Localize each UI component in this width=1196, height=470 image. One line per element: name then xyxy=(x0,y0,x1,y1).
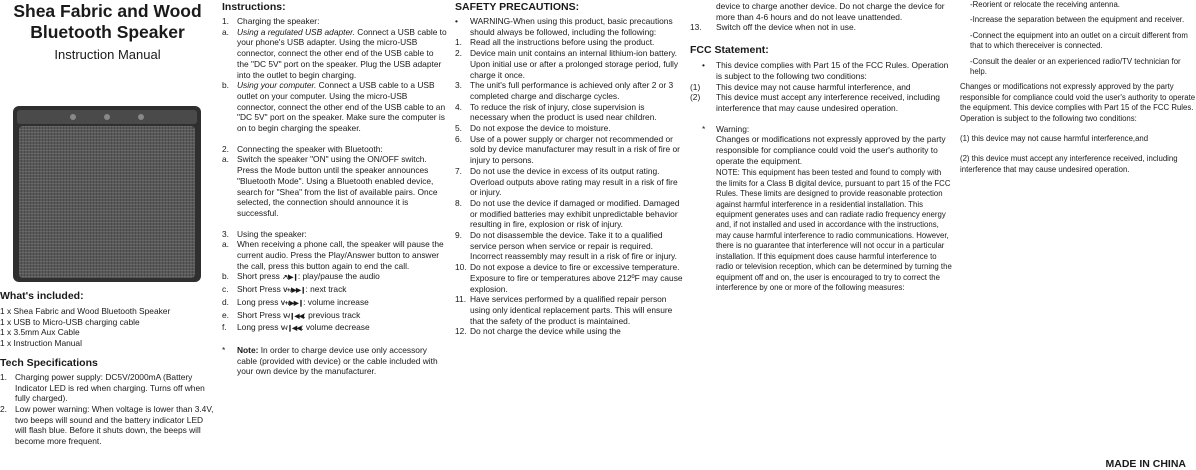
instructions-heading: Instructions: xyxy=(222,1,286,13)
column-fcc xyxy=(690,0,952,293)
bluetooth-step: a. Switch the speaker "ON" using the ON/OFF switch. Press the Mode button until the speaker announces "Bluetooth Mode". Using a Bluetooth enabled device, search for "Shea" from the list of available pairs. Once selected, the connection should announce it is successful. xyxy=(222,154,438,218)
using-call: a. When receiving a phone call, the speaker will pause the current audio. Press the Play/Answer button to answer the call, press this button again to end the call. xyxy=(222,239,444,271)
column-instructions xyxy=(222,0,447,377)
safety-item: 3. The unit's full performance is achieved only after 2 or 3 completed charge and discharge cycles. xyxy=(455,80,674,101)
speaker-image xyxy=(13,106,201,282)
product-title-line2: Bluetooth Speaker xyxy=(30,22,185,42)
included-heading: What's included: xyxy=(0,290,84,302)
measure-item: -Connect the equipment into an outlet on a circuit different from that to which thereceiver is connected. xyxy=(970,30,1188,51)
measure-item: -Consult the dealer or an experienced radio/TV technician for help. xyxy=(970,56,1181,77)
tech-item: 1. Charging power supply: DC5V/2000mA (Battery Indicator LED is red when charging. Turns off when fully charged). xyxy=(0,371,205,404)
charging-adapter: a. Using a regulated USB adapter. Connect a USB cable to your phone's USB adapter. Using the micro-USB connector, connect the other end of the USB cable to the "DC 5V" port on the speaker. Plug the USB adapter into the outlet to begin charging. xyxy=(222,26,447,80)
safety-item: 8. Do not use the device if damaged or modified. Damaged or modified batteries may exhibit unpredictable behavior resulting in fire, explosion or risk of injury. xyxy=(455,197,680,230)
safety-item: 10. Do not expose a device to fire or excessive temperature. Exposure to fire or temperatures above 212ºF may cause explosion. xyxy=(455,262,683,294)
section-charging: 1. Charging the speaker: xyxy=(222,16,320,26)
tech-heading: Tech Specifications xyxy=(0,356,98,369)
safety-item: 12. Do not charge the device while using the xyxy=(455,326,621,337)
manual-subtitle: Instruction Manual xyxy=(54,47,161,62)
speaker-illustration xyxy=(13,106,201,282)
control-item: d. Long press V+/▶▶❙: volume increase xyxy=(222,297,447,310)
control-item: b. Short press ↗/▶❙: play/pause the audio xyxy=(222,271,447,284)
fcc-heading: FCC Statement: xyxy=(690,44,769,57)
safety-item: 7. Do not use the device in excess of its output rating. Overload outputs above rating may result in a risk of fire or injury. xyxy=(455,165,678,198)
safety-heading: SAFETY PRECAUTIONS: xyxy=(455,1,580,13)
column-safety xyxy=(455,0,683,337)
control-item: e. Short Press V-/❙◀◀: previous track xyxy=(222,310,447,323)
fcc-intro: • This device complies with Part 15 of the FCC Rules. Operation is subject to the following two conditions: xyxy=(702,60,949,81)
measure-item: -Increase the separation between the equipment and receiver. xyxy=(970,15,1185,25)
fcc-warning: * Warning: Changes or modifications not expressly approved by the party responsible for compliance could void the user's authority to operate the equipment. xyxy=(702,123,946,166)
fcc-condition: (2) this device must accept any interference received, including interference that may cause undesired operation. xyxy=(960,154,1178,174)
safety-item: 11. Have services performed by a qualified repair person using only identical replacement parts. This will ensure that the safety of the product is maintained. xyxy=(455,294,673,326)
control-item: c. Short Press V+/▶▶❙: next track xyxy=(222,284,447,297)
safety-item: 5. Do not expose the device to moisture. xyxy=(455,123,611,134)
included-item: 1 x USB to Micro-USB charging cable xyxy=(0,316,140,327)
included-item: 1 x Shea Fabric and Wood Bluetooth Speaker xyxy=(0,306,171,316)
volume-down-icon: V-/❙◀◀ xyxy=(280,325,302,333)
tech-item: 2. Low power warning: When voltage is lower than 3.4V, two beeps will sound and the battery indicator LED will flash blue. Before it shuts down, the beeps will become more frequent. xyxy=(0,403,214,447)
made-in-label: MADE IN CHINA xyxy=(1105,458,1186,470)
volume-up-icon: V+/▶▶❙ xyxy=(280,299,304,307)
measure-item: -Reorient or relocate the receiving antenna. xyxy=(970,0,1120,9)
safety-item: 13. Switch off the device when not in use. xyxy=(690,22,856,33)
safety-item: 6. Use of a power supply or charger not recommended or sold by device manufacturer may result in a risk of fire or injury to persons. xyxy=(455,133,680,166)
fcc-changes-notice: Changes or modifications not expressly approved by the party responsible for compliance could void the user's authority to operate the equipment. This device complies with Part 15 of the FCC Rules. Operation is subject to the following two conditions: xyxy=(960,82,1196,123)
play-pause-icon: ↗/▶❙ xyxy=(282,274,298,282)
control-item: f. Long press V-/❙◀◀: volume decrease xyxy=(222,322,447,335)
fcc-condition: (1) This device may not cause harmful interference, and xyxy=(690,81,911,92)
safety-item: 4. To reduce the risk of injury, close supervision is necessary when the product is used near children. xyxy=(455,101,657,123)
safety-item: 2. Device main unit contains an internal lithium-ion battery. Upon initial use or after a prolonged storage period, fully charge it once. xyxy=(455,48,679,80)
fcc-note: NOTE: This equipment has been tested and found to comply with the limits for a Class B digital device, pursuant to part 15 of the FCC Rules. These limits are designed to provide reasonable protection against harmful interference in a residential installation. This equipment generates uses and can radiate radio frequency energy and, if not installed and used in accordance with the instructions, may cause harmful interference to radio communications. However, there is no guarantee that interference will not occur in a particular installation. If this equipment does cause harmful interference to radio or television reception, which can be determined by turning the equipment off and on, the user is encouraged to try to correct the interference by one or more of the following measures: xyxy=(716,168,952,292)
next-track-icon: V+/▶▶❙ xyxy=(283,287,306,295)
fcc-condition: (1) this device may not cause harmful interference,and xyxy=(960,134,1149,144)
column-product xyxy=(0,0,215,447)
safety-item-continued: device to charge another device. Do not charge the device for more than 4-6 hours and do not leave unattended. xyxy=(716,1,945,22)
product-title-line1: Shea Fabric and Wood xyxy=(13,1,202,21)
safety-warning: • WARNING-When using this product, basic precautions should always be followed, including the following: xyxy=(455,16,673,37)
fcc-condition: (2) This device must accept any interference received, including interference that may cause undesired operation. xyxy=(690,92,940,113)
safety-item: 1. Read all the instructions before using the product. xyxy=(455,37,655,48)
safety-item: 9. Do not disassemble the device. Take it to a qualified service person when service or repair is required. Incorrect reassembly may result in a risk of fire or injury. xyxy=(455,230,677,262)
section-bluetooth: 2. Connecting the speaker with Bluetooth: xyxy=(222,143,383,154)
charging-computer: b. Using your computer. Connect a USB cable to a USB outlet on your computer. Using the micro-USB connector, connect the other end of the USB cable to an "DC 5V" port on the speaker. Make sure the computer is on to begin charging the speaker. xyxy=(222,80,446,134)
charging-note: * Note: In order to charge device use only accessory cable (provided with device) or the cable included with your own device by the manufacturer. xyxy=(222,344,438,377)
column-measures xyxy=(960,0,1196,175)
included-item: 1 x 3.5mm Aux Cable xyxy=(0,327,80,338)
section-using: 3. Using the speaker: xyxy=(222,228,307,239)
included-item: 1 x Instruction Manual xyxy=(0,338,82,349)
previous-track-icon: V-/❙◀◀ xyxy=(283,312,304,320)
